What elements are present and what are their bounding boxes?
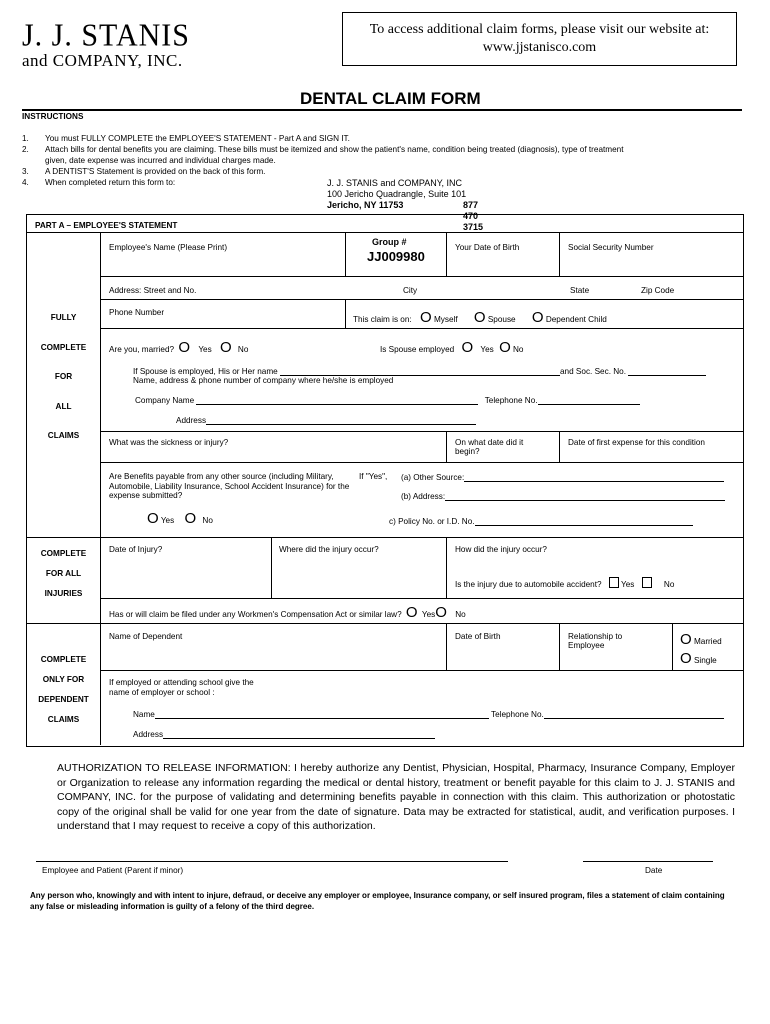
other-source-no-option[interactable]: O <box>184 510 197 527</box>
side-label-injuries: COMPLETE FOR ALL INJURIES <box>40 549 87 598</box>
spouse-label: Spouse <box>487 315 516 324</box>
workmens-comp-yes-option[interactable]: O <box>405 604 418 621</box>
return-company: J. J. STANIS and COMPANY, INC <box>327 178 463 188</box>
instruction-item: 1. You must FULLY COMPLETE the EMPLOYEE'S STATEMENT - Part A and SIGN IT. <box>22 134 350 143</box>
married-question-row: Are you, married? O Yes O No <box>109 339 249 356</box>
your-dob-field[interactable]: Your Date of Birth <box>455 243 520 252</box>
other-source-question: Are Benefits payable from any other source (including Military, Automobile, Liability Insurance, School Accident Insurance) for the expense submitted? <box>109 472 350 500</box>
other-source-yes-no: O Yes O No <box>147 510 213 527</box>
dependent-employer-name-input[interactable] <box>155 709 489 719</box>
dependent-employer-name-row: Name Telephone No. <box>133 709 724 719</box>
side-label-all-claims: FULLY COMPLETE FOR ALL CLAIMS <box>40 313 87 440</box>
myself-option[interactable]: O <box>419 309 432 326</box>
workmens-comp-row: Has or will claim be filed under any Workmen's Compensation Act or similar law? O YesO No <box>109 604 466 621</box>
company-address-input[interactable] <box>206 415 476 425</box>
dependent-employer-phone-input[interactable] <box>544 709 724 719</box>
state-field[interactable]: State <box>570 286 590 295</box>
spouse-name-input[interactable] <box>280 366 560 376</box>
dependent-single-option[interactable]: O <box>680 650 692 667</box>
married-question: Are you, married? <box>109 345 175 354</box>
spouse-employed-no-option[interactable]: O <box>499 339 511 356</box>
dependent-name-field[interactable]: Name of Dependent <box>109 632 183 641</box>
other-address-row: (b) Address: <box>401 491 725 501</box>
logo-line1: J. J. STANIS <box>22 18 190 53</box>
married-single-options: O Married O Single <box>680 631 722 667</box>
other-source-row: (a) Other Source: <box>401 472 724 482</box>
spouse-employer-note: Name, address & phone number of company where he/she is employed <box>133 376 394 385</box>
instruction-item: 4. When completed return this form to: <box>22 178 176 187</box>
claim-on-row <box>353 310 607 325</box>
company-address-row: Address <box>176 415 476 425</box>
authorization-text: AUTHORIZATION TO RELEASE INFORMATION: I hereby authorize any Dentist, Physician, Hospital, Pharmacy, Insurance Company, Employer or Organization to release any information regarding the medical or dental history, treatment or benefit payable for this claim to J. J. STANIS and COMPANY, INC. for the purpose of validating and determining benefits payable in connection with this claim. This authorization or photostatic copy of the original shall be valid for one year from the date of signature. Data may be extracted for statistical, audit, and verification purposes. I understand that I may request to receive a copy of this authorization. <box>57 762 735 832</box>
auto-accident-row: Is the injury due to automobile accident? Yes No <box>455 577 674 589</box>
website-notice-line1: To access additional claim forms, please visit our website at: <box>369 22 710 37</box>
dependent-child-label: Dependent Child <box>545 315 607 324</box>
return-city: Jericho, NY 11753 <box>327 200 404 210</box>
title-rule <box>22 109 742 111</box>
employee-name-field[interactable]: Employee's Name (Please Print) <box>109 243 228 252</box>
claim-on-label: This claim is on: <box>353 315 412 324</box>
date-began-field[interactable]: On what date did it begin? <box>455 438 524 456</box>
married-no-option[interactable]: O <box>219 339 232 356</box>
where-injury-field[interactable]: Where did the injury occur? <box>279 545 379 554</box>
spouse-employed-yes-option[interactable]: O <box>461 339 474 356</box>
zip-field[interactable]: Zip Code <box>641 286 675 295</box>
instruction-item: 3. A DENTIST'S Statement is provided on the back of this form. <box>22 167 266 176</box>
auto-accident-yes-checkbox[interactable] <box>609 577 619 588</box>
signature-line[interactable] <box>36 861 508 862</box>
fraud-warning: Any person who, knowingly and with intent to injure, defraud, or deceive any employer or employee, Insurance company, or self insured program, files a statement of claim containing any false or misleading information is guilty of a felony of the third degree. <box>30 891 725 911</box>
dependent-child-option[interactable]: O <box>531 309 544 326</box>
company-phone-input[interactable] <box>538 395 640 405</box>
return-address <box>327 178 484 232</box>
spouse-option[interactable]: O <box>473 309 486 326</box>
other-address-input[interactable] <box>445 491 725 501</box>
phone-field[interactable]: Phone Number <box>109 308 165 317</box>
logo-line2: and COMPANY, INC. <box>22 51 183 70</box>
company-name-row: Company Name Telephone No. <box>135 395 640 405</box>
ssn-field[interactable]: Social Security Number <box>568 243 654 252</box>
dependent-employer-address-row: Address <box>133 729 435 739</box>
group-number: JJ009980 <box>367 249 425 264</box>
myself-label: Myself <box>433 315 458 324</box>
policy-no-input[interactable] <box>475 516 693 526</box>
spouse-employed-question: Is Spouse employed <box>380 345 455 354</box>
other-source-yes-option[interactable]: O <box>147 510 159 527</box>
part-a-heading: PART A – EMPLOYEE'S STATEMENT <box>35 221 178 230</box>
company-name-input[interactable] <box>196 395 478 405</box>
address-field[interactable]: Address: Street and No. <box>109 286 197 295</box>
spouse-employed-row: Is Spouse employed O Yes O No <box>380 339 524 356</box>
return-phone: 877 470 3715 <box>463 200 484 232</box>
instruction-item: 2. Attach bills for dental benefits you are claiming. These bills must be itemized and show the patient's name, condition being treated (diagnosis), type of treatment <box>22 145 624 154</box>
group-label: Group # <box>372 237 407 247</box>
dependent-married-option[interactable]: O <box>680 631 692 648</box>
dependent-dob-field[interactable]: Date of Birth <box>455 632 501 641</box>
first-expense-field[interactable]: Date of first expense for this condition <box>568 438 705 447</box>
auto-accident-no-checkbox[interactable] <box>642 577 652 588</box>
married-yes-option[interactable]: O <box>178 339 191 356</box>
other-source-input[interactable] <box>464 472 724 482</box>
return-street: 100 Jericho Quadrangle, Suite 101 <box>327 189 467 199</box>
company-logo <box>22 20 202 70</box>
instruction-item: given, date expense was incurred and individual charges made. <box>45 156 276 165</box>
dependent-employer-address-input[interactable] <box>163 729 435 739</box>
spouse-name-row: If Spouse is employed, His or Her name and Soc. Sec. No. <box>133 366 706 376</box>
sickness-field[interactable]: What was the sickness or injury? <box>109 438 229 447</box>
instructions-heading: INSTRUCTIONS <box>22 112 84 121</box>
website-notice-box <box>342 12 737 66</box>
relationship-field[interactable]: Relationship to Employee <box>568 632 623 650</box>
if-yes-label: If "Yes", <box>359 472 388 481</box>
how-injury-field[interactable]: How did the injury occur? <box>455 545 547 554</box>
date-injury-field[interactable]: Date of Injury? <box>109 545 163 554</box>
spouse-ssn-input[interactable] <box>628 366 706 376</box>
form-title: DENTAL CLAIM FORM <box>300 89 481 108</box>
signature-date-line[interactable] <box>583 861 713 862</box>
website-url[interactable]: www.jjstanisco.com <box>482 40 597 55</box>
signature-date-label: Date <box>645 866 663 875</box>
signer-label: Employee and Patient (Parent if minor) <box>42 866 184 875</box>
workmens-comp-no-option[interactable]: O <box>435 604 447 621</box>
policy-no-row: c) Policy No. or I.D. No. <box>389 516 693 526</box>
side-label-dependent: COMPLETE ONLY FOR DEPENDENT CLAIMS <box>38 655 89 724</box>
school-question: If employed or attending school give the name of employer or school : <box>109 678 254 697</box>
city-field[interactable]: City <box>403 286 418 295</box>
